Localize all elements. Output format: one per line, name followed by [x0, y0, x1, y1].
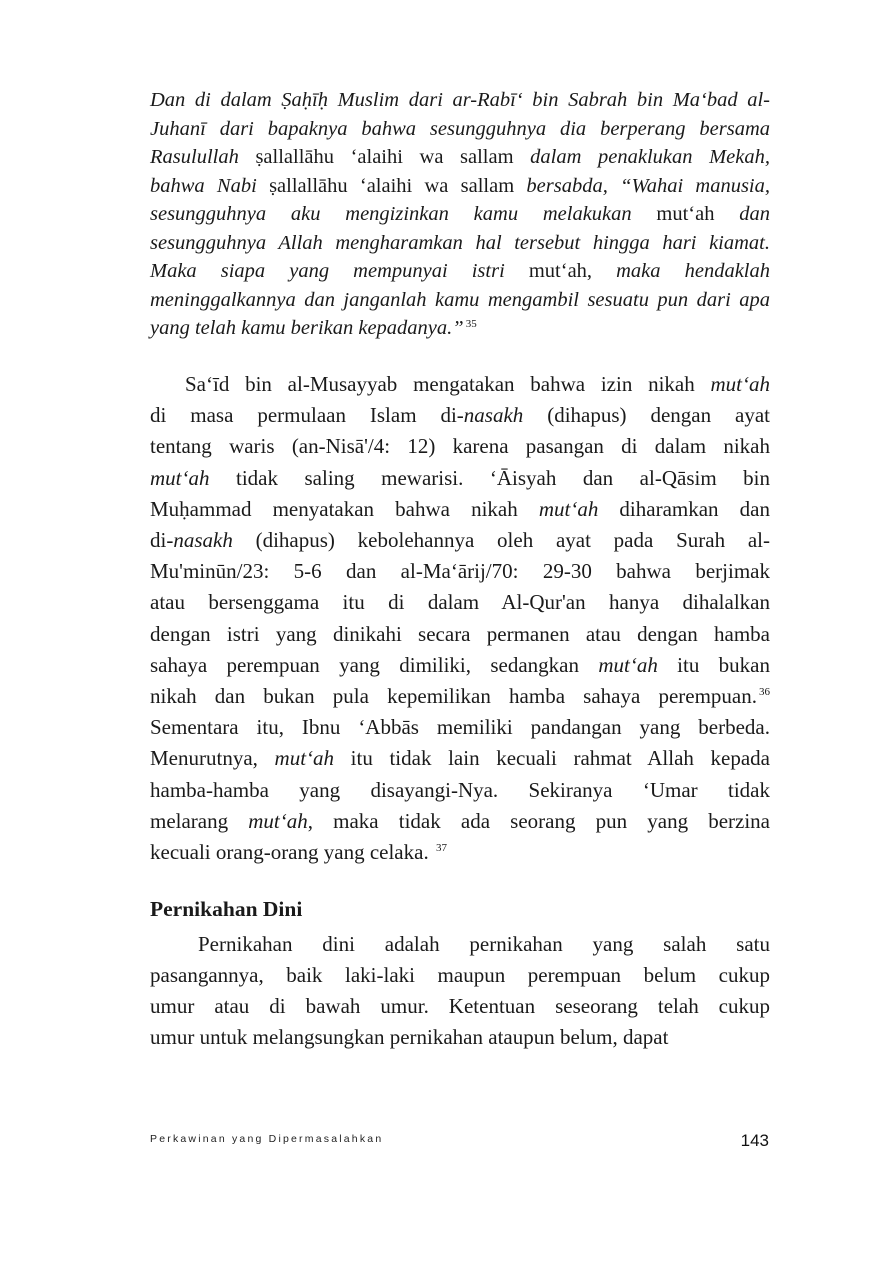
text-segment: (dihapus) kebolehannya oleh ayat pada Surah al- — [232, 528, 770, 553]
text-line — [150, 463, 770, 494]
text-segment: umur untuk melangsungkan pernikahan ataupun belum, dapat — [150, 1025, 669, 1049]
italic-text: sesungguhnya Allah mengharamkan hal tersebut hingga hari kiamat. — [150, 231, 770, 254]
text-segment: Mu'minūn/23: 5-6 dan al-Ma‘ārij/70: 29-30 bahwa berjimak — [150, 559, 770, 584]
italic-text: bersabda, “Wahai manusia, — [526, 174, 771, 197]
text-line — [150, 743, 770, 774]
text-line — [150, 286, 770, 315]
italic-text: yang telah kamu berikan kepadanya.” — [150, 317, 464, 339]
italic-text: Maka siapa yang mempunyai istri — [150, 260, 529, 282]
text-line — [150, 525, 770, 556]
text-line — [150, 681, 770, 712]
text-line — [150, 369, 770, 400]
text-line — [150, 991, 770, 1022]
text-segment: Sa‘īd bin al-Musayyab mengatakan bahwa izin nikah — [185, 372, 711, 396]
text-line — [150, 115, 770, 144]
text-segment: Pernikahan dini adalah pernikahan yang salah satu — [198, 932, 770, 956]
italic-text: meninggalkannya dan janganlah kamu mengambil sesuatu pun dari apa — [150, 288, 770, 311]
text-line — [150, 837, 770, 868]
text-line — [150, 650, 770, 681]
text-line — [150, 86, 770, 115]
text-segment: sahaya perempuan yang dimiliki, sedangkan — [150, 652, 599, 677]
text-line — [150, 400, 770, 431]
italic-text: maka hendaklah — [616, 260, 770, 282]
text-line — [150, 143, 770, 172]
footnote-reference[interactable]: 35 — [465, 318, 477, 330]
text-segment: atau bersenggama itu di dalam Al-Qur'an hanya dihalalkan — [150, 590, 770, 615]
italic-text: Juhanī dari bapaknya bahwa sesungguhnya dia berperang bersama — [150, 117, 770, 140]
italic-text: dan — [739, 203, 770, 225]
text-line — [150, 619, 770, 650]
italic-text: sesungguhnya aku mengizinkan kamu melakukan — [150, 203, 657, 225]
text-line — [150, 494, 770, 525]
page-number: 143 — [740, 1131, 769, 1150]
text-segment: Menurutnya, — [150, 746, 275, 771]
text-segment: dengan istri yang dinikahi secara permanen atau dengan hamba — [150, 621, 770, 646]
body-paragraph-mutah — [150, 369, 770, 868]
italic-text: mut‘ah — [248, 808, 308, 833]
text-line — [150, 960, 770, 991]
italic-text: mut‘ah — [150, 465, 210, 490]
footnote-reference[interactable]: 36 — [759, 686, 770, 699]
text-segment: itu bukan — [657, 652, 770, 677]
text-segment: Sementara itu, Ibnu ‘Abbās memiliki pandangan yang berbeda. — [150, 715, 770, 740]
italic-text: mut‘ah — [274, 746, 335, 771]
text-line — [150, 712, 770, 743]
italic-text: nasakh — [173, 528, 233, 553]
text-segment: itu tidak lain kecuali rahmat Allah kepada — [334, 746, 770, 771]
hadith-quote-paragraph — [150, 86, 770, 343]
italic-text: mut‘ah — [538, 496, 599, 521]
text-segment: melarang — [150, 808, 249, 833]
text-segment: ṣallallāhu ‘alaihi wa sallam — [269, 174, 527, 197]
italic-text: nasakh — [463, 403, 524, 428]
text-line — [150, 775, 770, 806]
text-segment: di masa permulaan Islam di- — [150, 403, 464, 428]
text-line — [150, 806, 770, 837]
text-segment: mut‘ah — [656, 203, 740, 225]
text-segment: (dihapus) dengan ayat — [523, 403, 771, 428]
text-segment: ṣallallāhu ‘alaihi wa sallam — [255, 146, 531, 168]
text-segment: pasangannya, baik laki-laki maupun perempuan belum cukup — [150, 963, 770, 987]
text-line — [150, 431, 770, 462]
italic-text: Rasulullah — [150, 146, 256, 168]
running-footer-title: Perkawinan yang Dipermasalahkan — [150, 1133, 384, 1145]
text-segment: , maka tidak ada seorang pun yang berzina — [307, 808, 770, 833]
italic-text: Dan di dalam Ṣaḥīḥ Muslim dari ar-Rabī‘ bin Sabrah bin Ma‘bad al- — [150, 89, 770, 111]
text-line — [150, 172, 770, 201]
text-segment: tidak saling mewarisi. ‘Āisyah dan al-Qāsim bin — [209, 465, 770, 490]
footnote-reference[interactable]: 37 — [435, 842, 447, 855]
text-line — [150, 587, 770, 618]
section-heading: Pernikahan Dini — [150, 897, 303, 921]
text-line — [150, 257, 770, 286]
italic-text: dalam penaklukan Mekah, — [530, 146, 770, 168]
italic-text: mut‘ah — [710, 372, 770, 396]
text-segment: hamba-hamba yang disayangi-Nya. Sekiranya ‘Umar tidak — [150, 777, 770, 802]
text-segment: Muḥammad menyatakan bahwa nikah — [150, 496, 539, 521]
text-segment: tentang waris (an-Nisā'/4: 12) karena pasangan di dalam nikah — [150, 434, 770, 459]
text-line — [150, 314, 770, 343]
text-segment: kecuali orang-orang yang celaka. — [150, 840, 434, 865]
text-segment: di- — [150, 528, 174, 553]
italic-text: mut‘ah — [598, 652, 658, 677]
body-paragraph-pernikahan-dini — [150, 929, 770, 1053]
text-line — [150, 229, 770, 258]
text-line — [150, 1022, 770, 1053]
italic-text: bahwa Nabi — [150, 174, 270, 197]
text-segment: nikah dan bukan pula kepemilikan hamba sahaya perempuan. — [150, 684, 757, 709]
text-segment: umur atau di bawah umur. Ketentuan seseorang telah cukup — [150, 994, 770, 1018]
text-segment: mut‘ah, — [528, 260, 617, 282]
text-segment: diharamkan dan — [598, 496, 770, 521]
text-line — [150, 200, 770, 229]
text-line — [150, 556, 770, 587]
text-line — [150, 929, 770, 960]
